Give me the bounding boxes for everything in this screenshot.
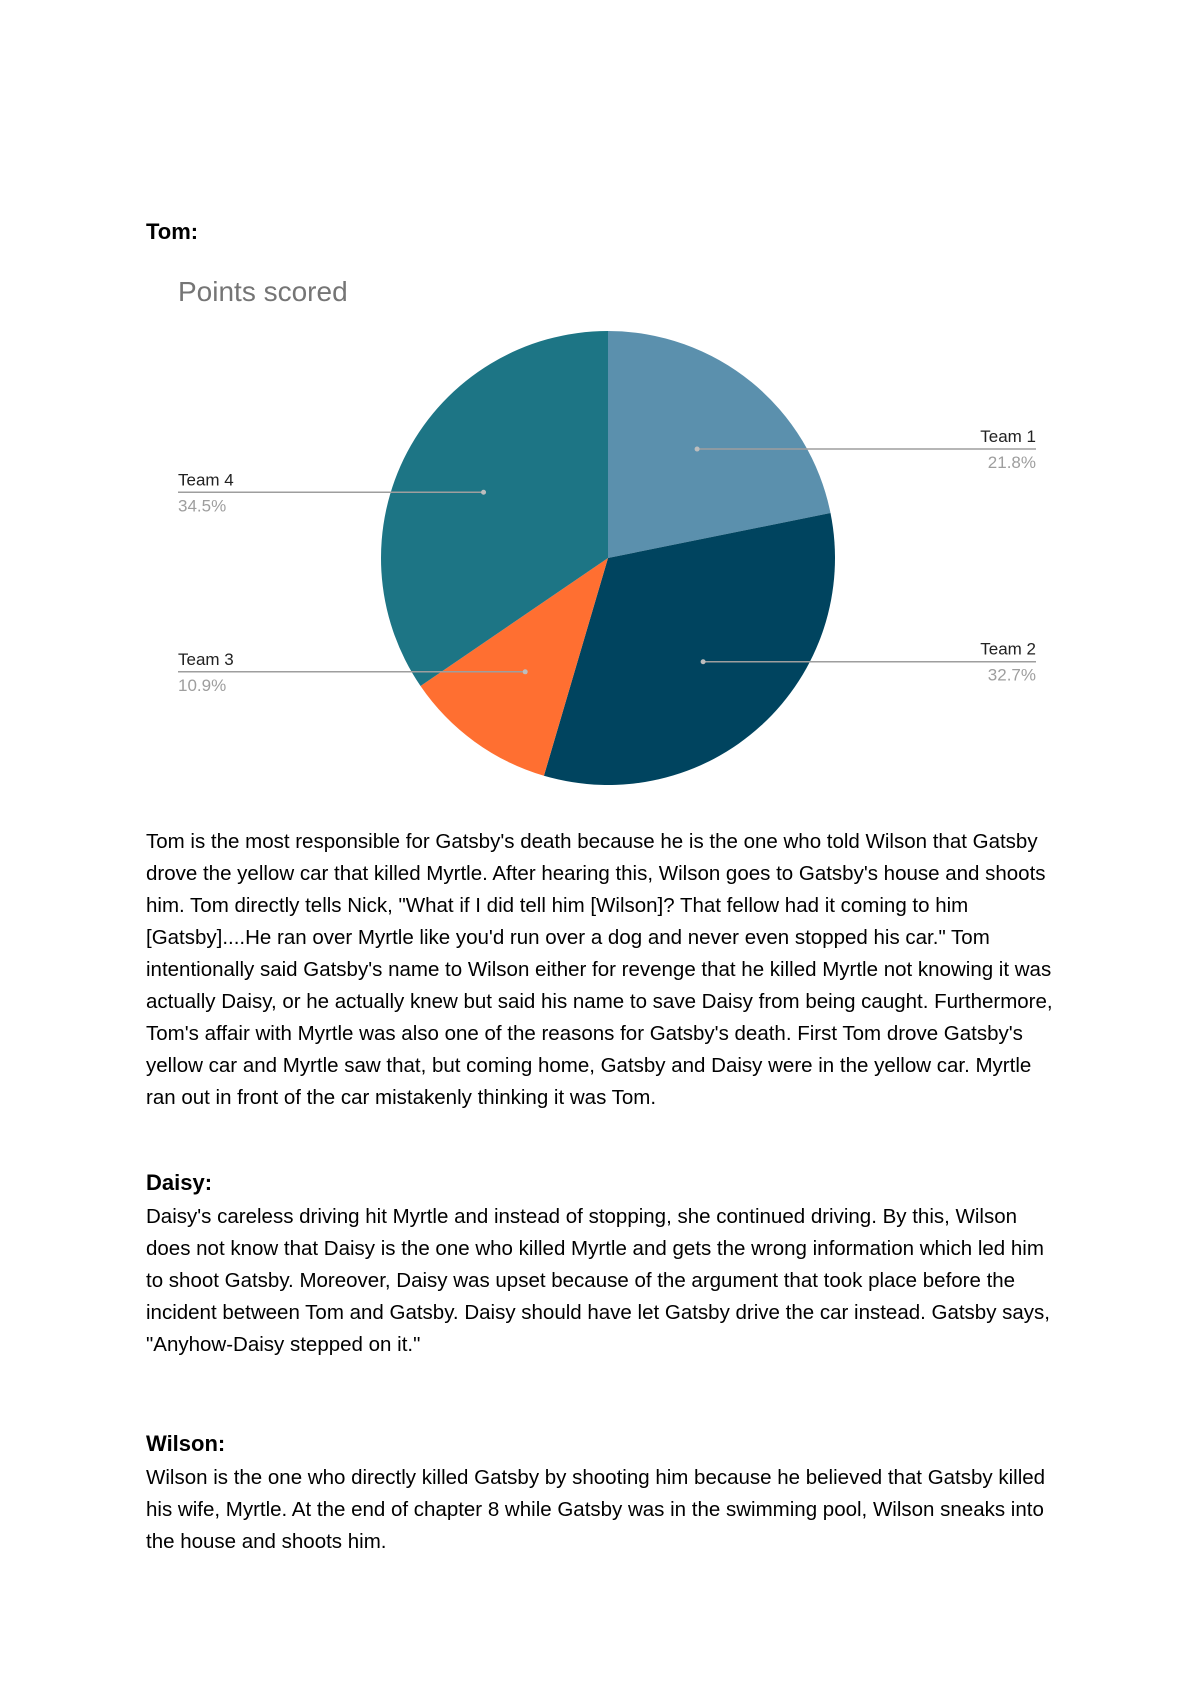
points-scored-pie-chart: [146, 260, 1066, 800]
daisy-paragraph: Daisy's careless driving hit Myrtle and instead of stopping, she continued driving. By this, Wilson does not know that Daisy is the one who killed Myrtle and gets the wrong information which led him to shoot Gatsby. Moreover, Daisy was upset because of the argument that took place before the incident between Tom and Gatsby. Daisy should have let Gatsby drive the car instead. Gatsby says, "Anyhow-Daisy stepped on it.": [146, 1205, 1050, 1356]
legend-label-team-3: Team 3: [178, 649, 234, 669]
callout-dot-team-4: [481, 490, 486, 495]
tom-heading: Tom:: [146, 219, 199, 244]
percent-label-team-4: 34.5%: [178, 496, 227, 516]
wilson-heading: Wilson:: [146, 1431, 226, 1456]
legend-label-team-2: Team 2: [980, 639, 1036, 659]
tom-paragraph: Tom is the most responsible for Gatsby's death because he is the one who told Wilson that Gatsby drove the yellow car that killed Myrtle. After hearing this, Wilson goes to Gatsby's house and shoots him. Tom directly tells Nick, "What if I did tell him [Wilson]? That fellow had it coming to him [Gatsby]....He ran over Myrtle like you'd run over a dog and never even stopped his car." Tom intentionally said Gatsby's name to Wilson either for revenge that he killed Myrtle not knowing it was actually Daisy, or he actually knew but said his name to save Daisy from being caught. Furthermore, Tom's affair with Myrtle was also one of the reasons for Gatsby's death. First Tom drove Gatsby's yellow car and Myrtle saw that, but coming home, Gatsby and Daisy were in the yellow car. Myrtle ran out in front of the car mistakenly thinking it was Tom.: [146, 830, 1053, 1109]
legend-label-team-4: Team 4: [178, 470, 234, 490]
percent-label-team-1: 21.8%: [987, 453, 1036, 473]
percent-label-team-2: 32.7%: [987, 665, 1036, 685]
callout-dot-team-2: [701, 659, 706, 664]
legend-label-team-1: Team 1: [980, 427, 1036, 447]
chart-title: Points scored: [178, 276, 348, 307]
daisy-heading: Daisy:: [146, 1170, 213, 1195]
callout-dot-team-3: [523, 669, 528, 674]
callout-dot-team-1: [695, 447, 700, 452]
wilson-paragraph: Wilson is the one who directly killed Gatsby by shooting him because he believed that Gatsby killed his wife, Myrtle. At the end of chapter 8 while Gatsby was in the swimming pool, Wilson sneaks into the house and shoots him.: [146, 1466, 1046, 1553]
percent-label-team-3: 10.9%: [178, 675, 227, 695]
